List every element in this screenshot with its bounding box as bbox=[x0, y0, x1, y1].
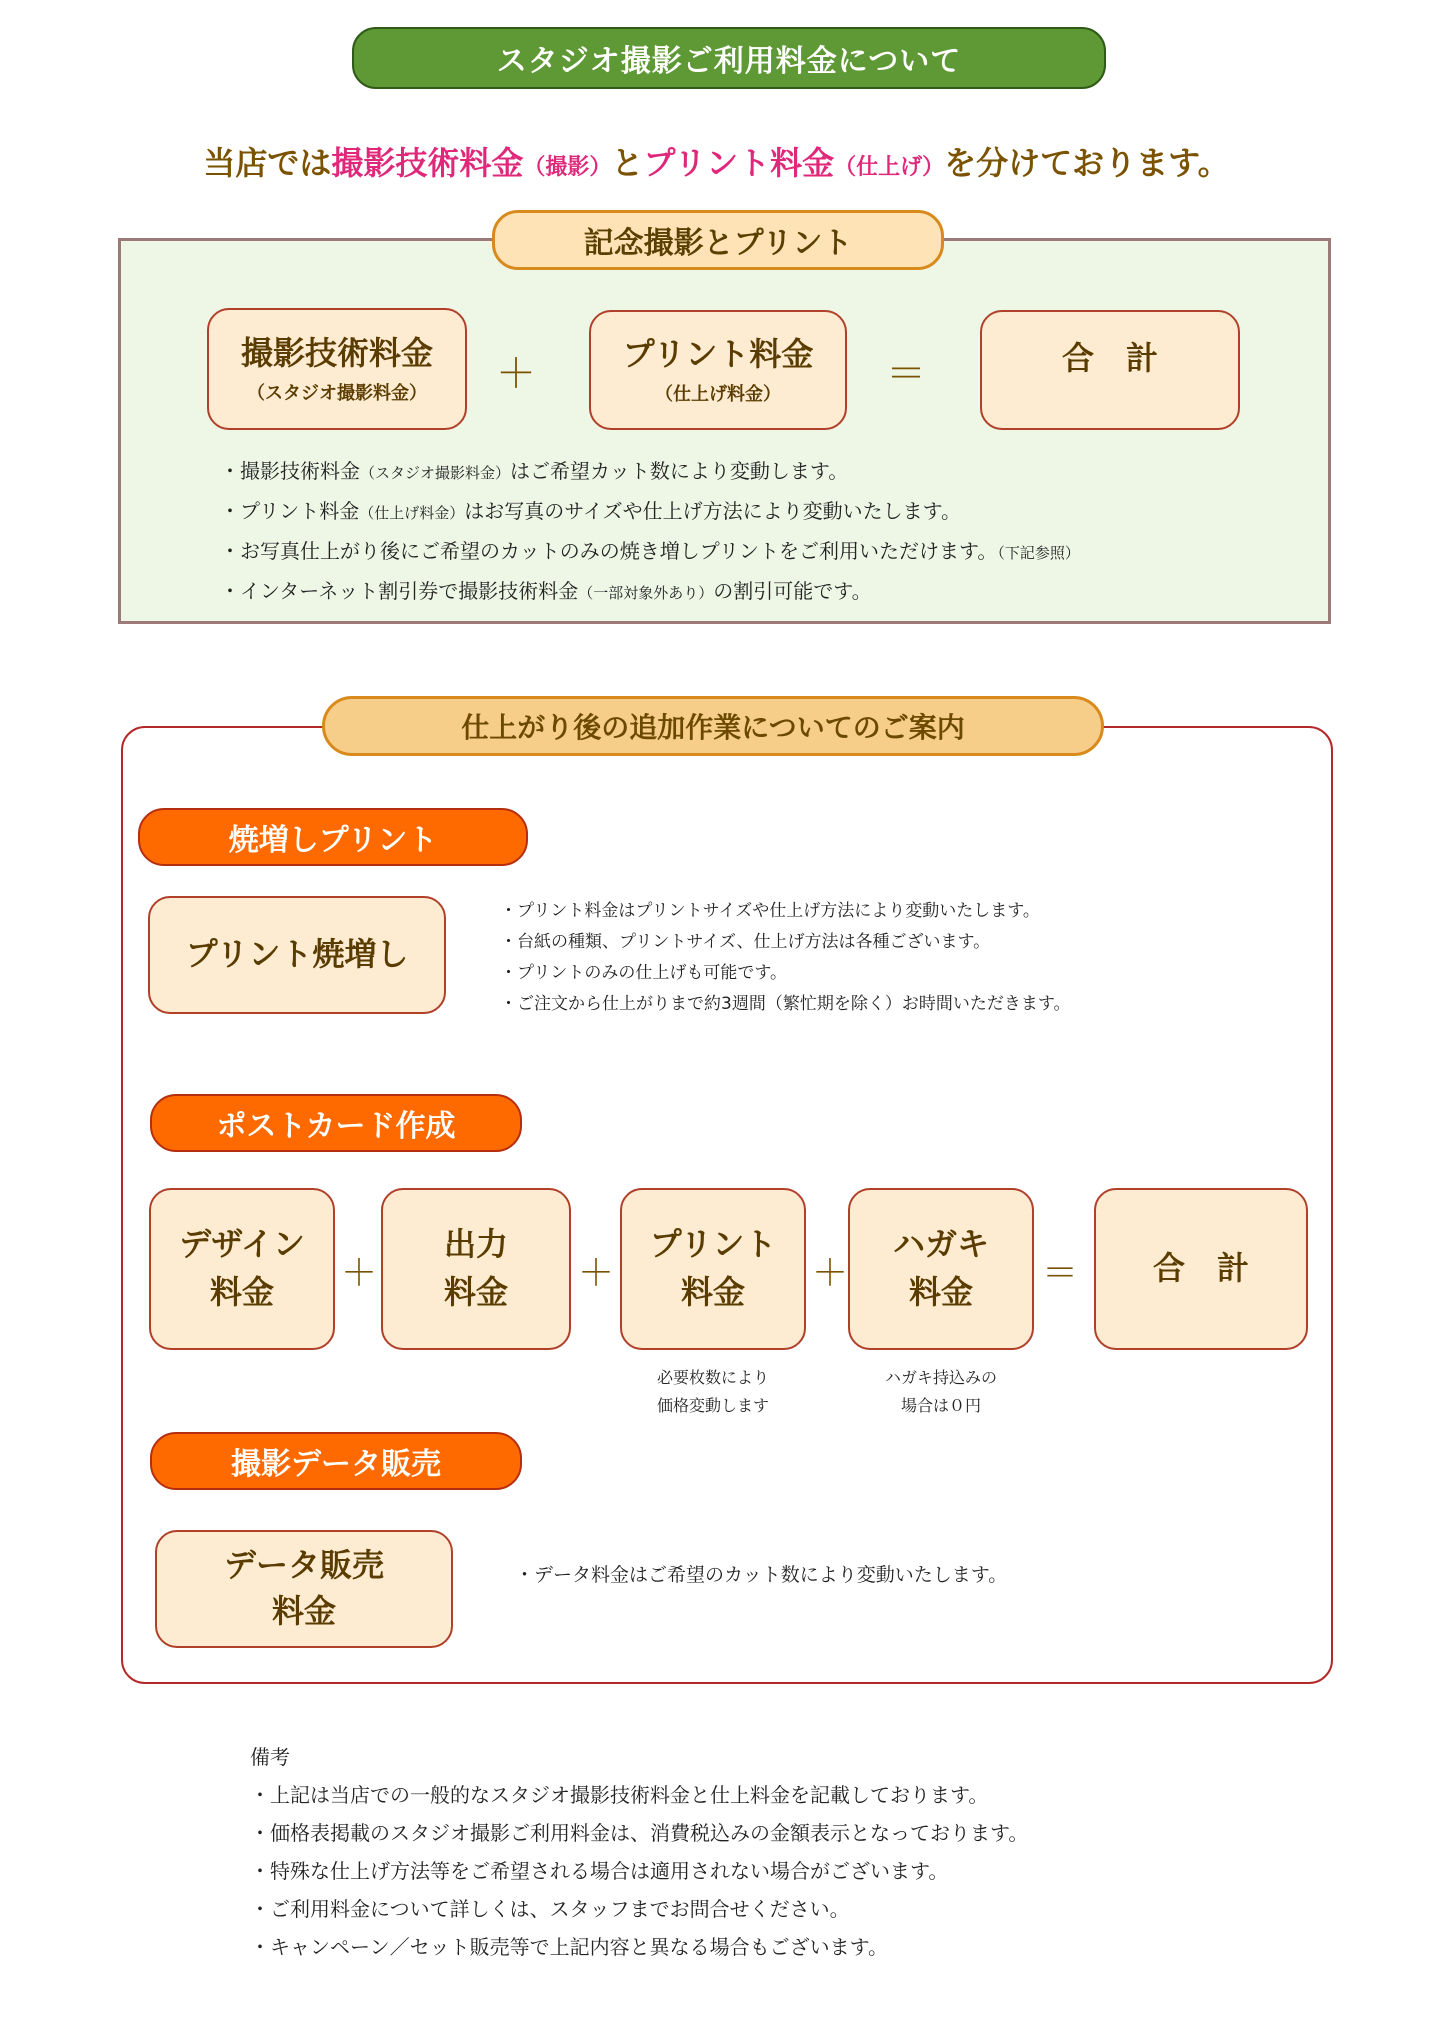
price-box-label: 出力 bbox=[443, 1225, 508, 1264]
page-title-banner bbox=[352, 27, 1106, 89]
intro-part: 当店では bbox=[203, 144, 332, 182]
plus-sign: ＋ bbox=[496, 350, 536, 397]
caption-print-price bbox=[608, 1364, 818, 1420]
price-box-label: デザイン bbox=[179, 1225, 305, 1264]
list-item: ・ご注文から仕上がりまで約3週間（繁忙期を除く）お時間いただきます。 bbox=[500, 994, 1071, 1014]
equals-sign: ＝ bbox=[886, 350, 926, 397]
price-box-label: プリント料金 bbox=[622, 335, 814, 374]
list-item: ・撮影技術料金（スタジオ撮影料金）はご希望カット数により変動します。 bbox=[220, 459, 849, 483]
list-item: ・キャンペーン／セット販売等で上記内容と異なる場合もございます。 bbox=[250, 1935, 888, 1959]
price-box-data-sales bbox=[155, 1530, 453, 1648]
list-item: ・プリントのみの仕上げも可能です。 bbox=[500, 963, 787, 983]
postcard-pill bbox=[150, 1094, 522, 1152]
list-item: ・台紙の種類、プリントサイズ、仕上げ方法は各種ございます。 bbox=[500, 932, 991, 952]
price-box-label: 料金 bbox=[209, 1273, 274, 1311]
price-box-sublabel: （スタジオ撮影料金） bbox=[247, 382, 427, 404]
equals-sign: ＝ bbox=[1041, 1252, 1078, 1294]
pill-label: ポストカード作成 bbox=[216, 1109, 456, 1144]
list-item: ・上記は当店での一般的なスタジオ撮影技術料金と仕上料金を記載しております。 bbox=[250, 1783, 989, 1807]
caption-line: 場合は０円 bbox=[900, 1396, 981, 1415]
list-item: ・特殊な仕上げ方法等をご希望される場合は適用されない場合がございます。 bbox=[250, 1859, 949, 1883]
list-item: ・ご利用料金について詳しくは、スタッフまでお問合せください。 bbox=[250, 1897, 850, 1921]
intro-part: を分けております。 bbox=[944, 144, 1230, 182]
page-title: スタジオ撮影ご利用料金について bbox=[496, 44, 962, 79]
price-box-label: 料金 bbox=[271, 1592, 336, 1630]
pill-label: 焼増しプリント bbox=[228, 823, 438, 858]
price-box-output bbox=[381, 1188, 571, 1350]
intro-note: （撮影） bbox=[523, 155, 612, 180]
price-box-label: データ販売 bbox=[223, 1546, 384, 1585]
price-box-label: 撮影技術料金 bbox=[240, 334, 433, 373]
price-box-postcard-print bbox=[620, 1188, 806, 1350]
intro-note: （仕上げ） bbox=[834, 155, 945, 180]
section-title-text: 記念撮影とプリント bbox=[583, 226, 853, 261]
remarks bbox=[250, 1738, 1250, 1966]
plus-sign: ＋ bbox=[577, 1252, 614, 1294]
intro-part: と bbox=[611, 144, 644, 182]
list-item: ・インターネット割引券で撮影技術料金（一部対象外あり）の割引可能です。 bbox=[220, 579, 872, 603]
caption-line: 価格変動します bbox=[656, 1396, 769, 1415]
price-box-design bbox=[149, 1188, 335, 1350]
list-item: ・お写真仕上がり後にご希望のカットのみの焼き増しプリントをご利用いただけます。（下記参照） bbox=[220, 539, 1080, 563]
price-box-shooting bbox=[207, 308, 467, 430]
price-box-postcard-total bbox=[1094, 1188, 1308, 1350]
price-box-label: 合 計 bbox=[1152, 1249, 1249, 1288]
price-box-label: プリント bbox=[649, 1225, 777, 1264]
price-box-label: 合 計 bbox=[1061, 339, 1158, 378]
price-box-label: 料金 bbox=[908, 1273, 973, 1311]
section-additional-work-title bbox=[322, 696, 1104, 756]
price-box-reprint bbox=[148, 896, 446, 1014]
caption-line: ハガキ持込みの bbox=[884, 1368, 997, 1387]
caption-hagaki-price bbox=[836, 1364, 1046, 1420]
caption-line: 必要枚数により bbox=[656, 1368, 769, 1387]
price-box-total bbox=[980, 310, 1240, 430]
price-box-label: プリント焼増し bbox=[185, 935, 409, 974]
section-commemorative-title bbox=[492, 210, 944, 270]
list-item: ・プリント料金（仕上げ料金）はお写真のサイズや仕上げ方法により変動いたします。 bbox=[220, 499, 962, 523]
pill-label: 撮影データ販売 bbox=[231, 1447, 441, 1482]
section-commemorative-bullets bbox=[220, 452, 1320, 612]
price-box-hagaki bbox=[848, 1188, 1034, 1350]
price-box-label: 料金 bbox=[680, 1273, 745, 1311]
price-box-print bbox=[589, 310, 847, 430]
remarks-heading: 備考 bbox=[250, 1745, 290, 1769]
data-sales-pill bbox=[150, 1432, 522, 1490]
reprint-pill bbox=[138, 808, 528, 866]
plus-sign: ＋ bbox=[340, 1252, 377, 1294]
list-item: ・プリント料金はプリントサイズや仕上げ方法により変動いたします。 bbox=[500, 901, 1040, 921]
price-box-label: ハガキ bbox=[892, 1225, 989, 1264]
intro-highlight-print-fee: プリント料金 bbox=[643, 144, 835, 182]
reprint-notes bbox=[500, 896, 1300, 1020]
list-item: ・価格表掲載のスタジオ撮影ご利用料金は、消費税込みの金額表示となっております。 bbox=[250, 1821, 1029, 1845]
data-sales-note: ・データ料金はご希望のカット数により変動いたします。 bbox=[515, 1564, 1008, 1586]
price-box-label: 料金 bbox=[443, 1273, 508, 1311]
price-box-sublabel: （仕上げ料金） bbox=[655, 383, 781, 405]
intro-highlight-shooting-fee: 撮影技術料金 bbox=[331, 144, 524, 182]
intro-text bbox=[0, 138, 1433, 184]
plus-sign: ＋ bbox=[811, 1252, 848, 1294]
section-title-text: 仕上がり後の追加作業についてのご案内 bbox=[461, 711, 965, 744]
